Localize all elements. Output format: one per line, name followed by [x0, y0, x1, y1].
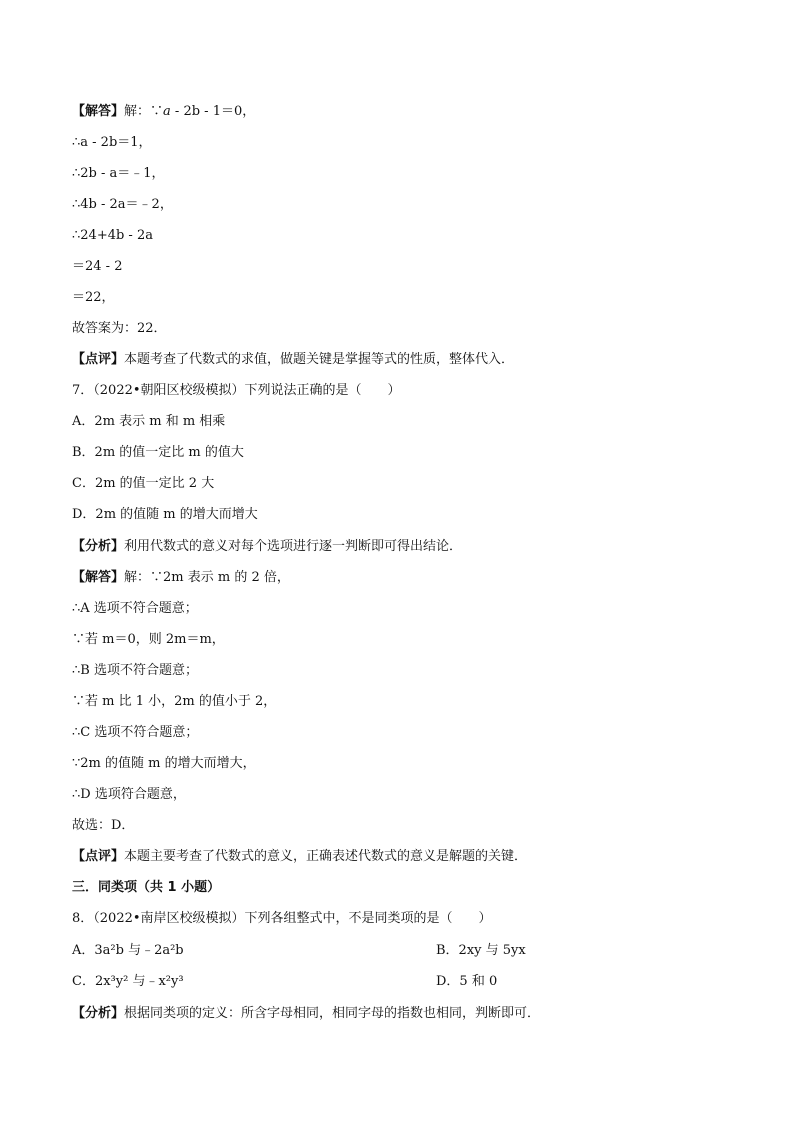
review-tag: 【点评】	[72, 352, 125, 367]
analysis-text: 根据同类项的定义：所含字母相同，相同字母的指数也相同，判断即可．	[124, 1006, 541, 1021]
q7-step-6: ∵2m 的值随 m 的增大而增大，	[72, 756, 256, 771]
q6-step-1: ∴a - 2b＝1，	[72, 135, 152, 150]
q7-step-3: ∴B 选项不符合题意；	[72, 663, 198, 678]
q7-option-c: C．2m 的值一定比 2 大	[72, 476, 215, 491]
answer-tag: 【解答】	[72, 570, 125, 585]
section-title: 三．同类项（共 1 小题）	[72, 880, 221, 895]
q6-review-line	[72, 350, 734, 370]
q8-stem: 8．（2022•南岸区校级模拟）下列各组整式中，不是同类项的是（ ）	[72, 911, 492, 926]
q7-step-4: ∵若 m 比 1 小，2m 的值小于 2，	[72, 694, 277, 709]
q7-option-a: A．2m 表示 m 和 m 相乘	[72, 414, 226, 429]
q6-conclusion: 故答案为：22．	[72, 321, 167, 336]
analysis-tag: 【分析】	[72, 1006, 125, 1021]
q7-analysis-line	[72, 537, 734, 557]
q6-step-2: ∴2b - a＝﹣1，	[72, 166, 165, 181]
q6-step-6: ＝22，	[72, 290, 115, 305]
q8-options-row-2	[72, 972, 734, 992]
analysis-tag: 【分析】	[72, 539, 125, 554]
q7-step-1: ∴A 选项不符合题意；	[72, 601, 198, 616]
q6-step-5: ＝24 - 2	[72, 259, 123, 274]
q6-answer-line	[72, 102, 734, 122]
q7-step-5: ∴C 选项不符合题意；	[72, 725, 199, 740]
review-tag: 【点评】	[72, 849, 125, 864]
q8-option-d: D．5 和 0	[436, 974, 498, 989]
q7-review-line	[72, 847, 734, 867]
review-text: 本题考查了代数式的求值，做题关键是掌握等式的性质，整体代入．	[124, 352, 515, 367]
q8-option-b: B．2xy 与 5yx	[436, 943, 526, 958]
q6-step-4: ∴24+4b - 2a	[72, 228, 153, 243]
q7-step-8: 故选：D．	[72, 818, 135, 833]
answer-tag: 【解答】	[72, 104, 125, 119]
q7-step-2: ∵若 m＝0，则 2m＝m，	[72, 632, 225, 647]
q7-answer-line	[72, 568, 734, 588]
q8-analysis-line	[72, 1004, 734, 1024]
q6-step-3: ∴4b - 2a＝﹣2，	[72, 197, 173, 212]
q7-stem: 7．（2022•朝阳区校级模拟）下列说法正确的是（ ）	[72, 383, 401, 398]
answer-first-line: 解：∵2m 表示 m 的 2 倍，	[124, 570, 290, 585]
q8-option-c: C．2x³y² 与﹣x²y³	[72, 974, 184, 989]
analysis-text: 利用代数式的意义对每个选项进行逐一判断即可得出结论．	[124, 539, 463, 554]
q7-option-b: B．2m 的值一定比 m 的值大	[72, 445, 244, 460]
review-text: 本题主要考查了代数式的意义，正确表述代数式的意义是解题的关键．	[124, 849, 528, 864]
var-a: a	[163, 104, 171, 119]
q7-step-7: ∴D 选项符合题意，	[72, 787, 186, 802]
q8-options-row-1	[72, 941, 734, 961]
q8-option-a: A．3a²b 与﹣2a²b	[72, 943, 184, 958]
answer-intro: 解：∵	[124, 104, 164, 119]
q7-option-d: D．2m 的值随 m 的增大而增大	[72, 507, 258, 522]
answer-first-line: - 2b - 1＝0，	[170, 104, 256, 119]
